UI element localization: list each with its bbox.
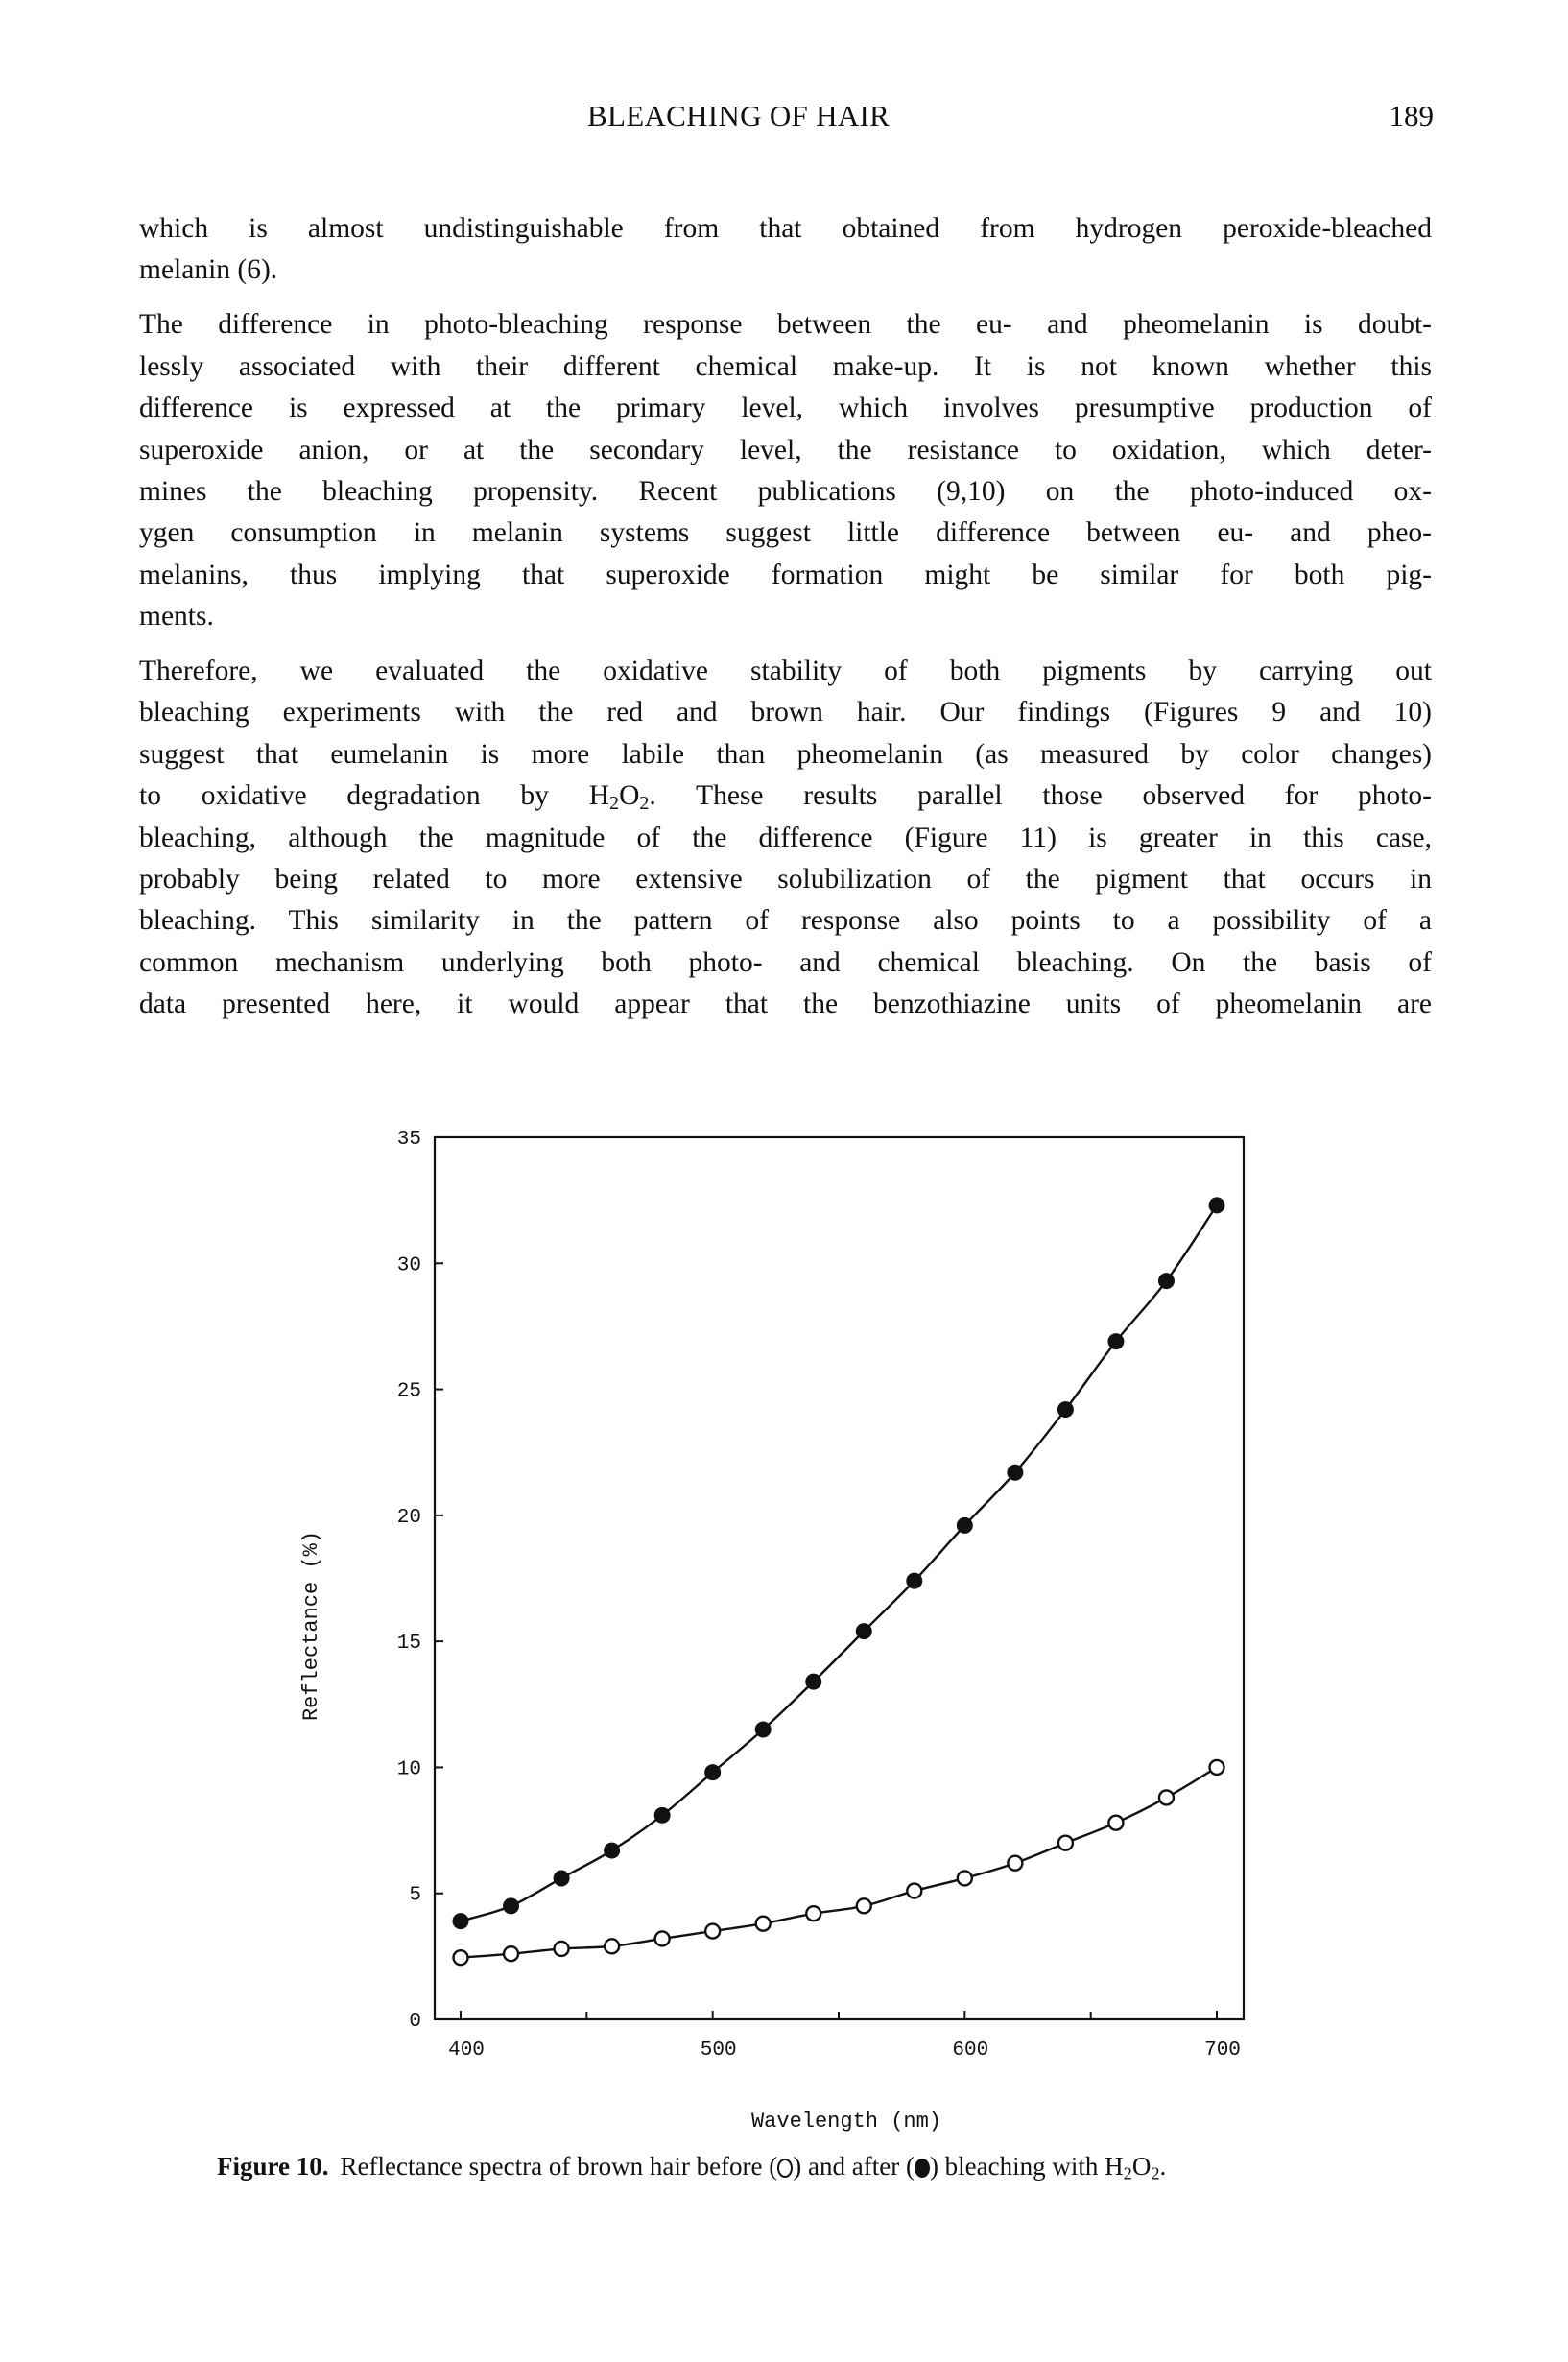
data-point-after-bleaching [503,1897,519,1914]
text-line: melanin (6). [139,254,278,286]
text-line: suggest that eumelanin is more labile than pheomelanin (as measured by color changes) [139,738,1432,770]
data-point-after-bleaching [856,1623,872,1639]
data-point-after-bleaching [704,1764,721,1780]
text-line: bleaching experiments with the red and brown hair. Our findings (Figures 9 and 10) [139,697,1432,728]
data-point-before-bleaching [958,1871,972,1885]
data-point-after-bleaching [1057,1401,1074,1418]
data-point-before-bleaching [655,1931,670,1945]
data-point-after-bleaching [1209,1197,1225,1213]
data-point-after-bleaching [755,1722,772,1738]
data-point-after-bleaching [453,1913,469,1929]
data-point-before-bleaching [857,1898,871,1913]
y-tick-label: 20 [396,1506,421,1529]
data-point-after-bleaching [654,1807,671,1824]
text-line: The difference in photo-bleaching response between the eu- and pheomelanin is doubt- [139,309,1432,341]
text-line: difference is expressed at the primary level, which involves presumptive production of [139,393,1432,424]
text-line: which is almost undistinguishable from that obtained from hydrogen peroxide-bleached [139,213,1432,244]
text-line: superoxide anion, or at the secondary level, the resistance to oxidation, which deter- [139,434,1432,465]
data-point-after-bleaching [554,1870,570,1886]
data-point-before-bleaching [907,1884,921,1898]
y-tick-label: 10 [396,1758,421,1781]
caption-text-3: ) bleaching with H [929,2152,1124,2181]
caption-text-1: Reflectance spectra of brown hair before ( [340,2152,778,2181]
data-point-before-bleaching [1210,1760,1224,1775]
data-point-after-bleaching [1007,1465,1023,1481]
x-tick-label: 700 [1204,2040,1241,2062]
running-title: BLEACHING OF HAIR [587,99,891,132]
y-axis-title: Reflectance (%) [299,1530,323,1722]
data-point-after-bleaching [1107,1333,1124,1349]
text-line: bleaching, although the magnitude of the difference (Figure 11) is greater in this case, [139,822,1432,853]
data-point-before-bleaching [454,1950,468,1965]
text-line: to oxidative degradation by $H_2O_2$. These results parallel those observed for photo- [139,780,1433,815]
y-tick-label: 0 [409,2011,421,2033]
text-line: lessly associated with their different chemical make-up. It is not known whether this [139,350,1432,382]
data-point-before-bleaching [1058,1836,1073,1850]
data-point-before-bleaching [1108,1816,1123,1830]
series-line-before-bleaching [461,1767,1217,1957]
subscript: 2 [639,793,650,815]
data-point-before-bleaching [705,1924,720,1939]
series-line-after-bleaching [461,1205,1217,1921]
caption-subscript: 2 [1123,2163,1132,2183]
text-line: Therefore, we evaluated the oxidative stability of both pigments by carrying out [139,656,1432,686]
data-point-after-bleaching [906,1573,922,1589]
data-point-after-bleaching [957,1517,973,1534]
y-tick-label: 30 [396,1254,421,1277]
y-tick-label: 15 [396,1633,421,1656]
data-point-before-bleaching [555,1942,569,1956]
data-point-after-bleaching [604,1843,620,1859]
x-axis-title: Wavelength (nm) [750,2110,942,2134]
plot-frame [435,1137,1244,2019]
data-point-before-bleaching [504,1946,518,1961]
open-circle-icon [777,2159,793,2178]
x-tick-label: 400 [448,2040,485,2062]
caption-text-5: . [1159,2152,1167,2181]
text-line: ments. [139,601,214,632]
caption-subscript: 2 [1151,2163,1160,2183]
x-tick-label: 600 [952,2040,989,2062]
data-point-after-bleaching [805,1674,821,1690]
page-number: 189 [1389,99,1434,132]
y-tick-label: 5 [409,1884,421,1907]
text-line: bleaching. This similarity in the pattern of response also points to a possibility of a [139,905,1432,937]
y-tick-label: 25 [396,1380,421,1403]
text-line: melanins, thus implying that superoxide formation might be similar for both pig- [139,559,1432,590]
data-point-before-bleaching [756,1917,771,1931]
data-point-before-bleaching [605,1939,619,1953]
text-line: probably being related to more extensive solubilization of the pigment that occurs in [139,864,1432,895]
text-line: ygen consumption in melanin systems suggest little difference between eu- and pheo- [139,517,1432,549]
y-tick-label: 35 [396,1129,421,1151]
filled-circle-icon [915,2159,930,2178]
data-point-before-bleaching [1159,1790,1174,1804]
figure-caption [217,2152,1166,2182]
text-line: data presented here, it would appear that the benzothiazine units of pheomelanin are [139,989,1432,1020]
text-line: mines the bleaching propensity. Recent publications (9,10) on the photo-induced ox- [139,475,1432,507]
caption-text-4: O [1131,2152,1152,2181]
x-tick-label: 500 [700,2040,737,2062]
data-point-before-bleaching [1008,1856,1022,1871]
caption-text-2: ) and after ( [793,2152,915,2181]
subscript: 2 [609,793,620,815]
text-line: common mechanism underlying both photo- and chemical bleaching. On the basis of [139,946,1432,978]
figure-label: Figure 10. [217,2152,329,2181]
data-point-after-bleaching [1158,1273,1175,1289]
data-point-before-bleaching [806,1906,820,1921]
